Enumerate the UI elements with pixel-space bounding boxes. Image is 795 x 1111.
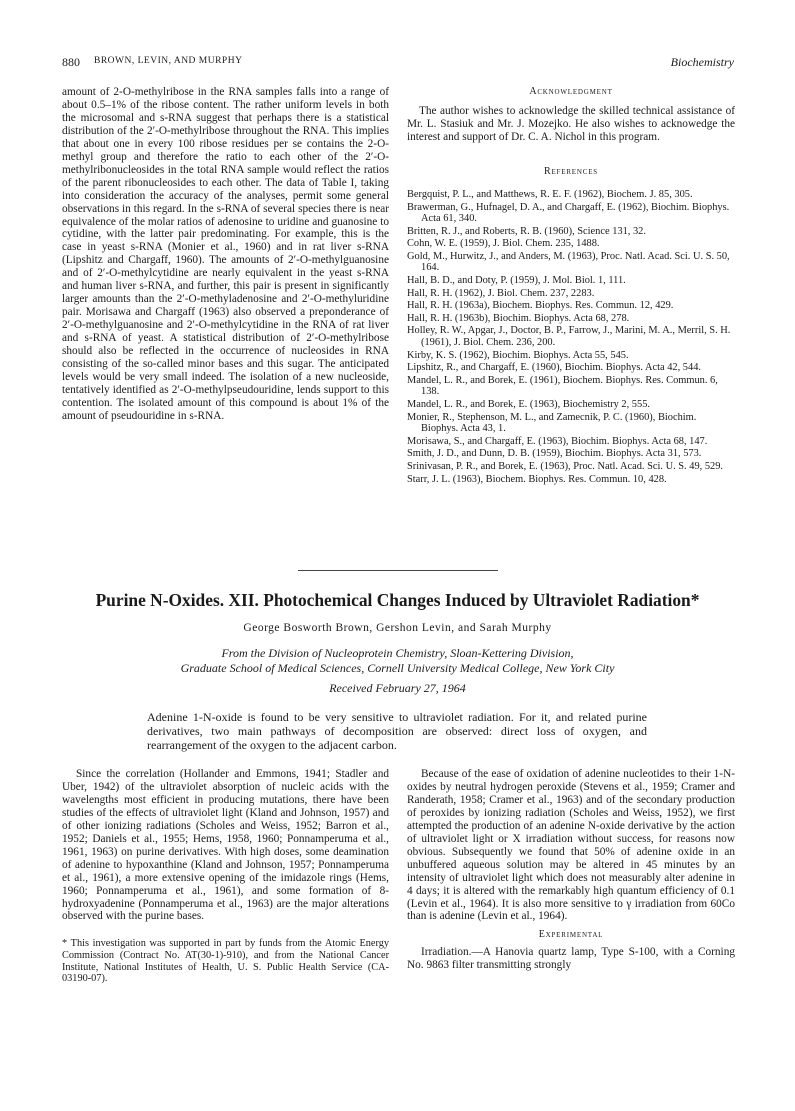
page-header <box>62 55 734 71</box>
reference-item: Bergquist, P. L., and Matthews, R. E. F. (1962), Biochem. J. 85, 305. <box>407 188 693 200</box>
bottom-left-column <box>62 768 389 985</box>
body-paragraph: Since the correlation (Hollander and Emmons, 1941; Stadler and Uber, 1942) of the ultraviolet absorption of nucleic acids with the wavelengths most efficient in producing mutations, there have been studies of the effects of ultraviolet light (Kland and Johnson, 1957) and of other ionizing radiations (Scholes and Weiss, 1952; Barron et al., 1952; Daniels et al., 1955; Hems, 1958, 1960; Ponnamperuma et al., 1961, 1963) on purine derivatives. With high doses, some deamination of adenine to hypoxanthine (Kland and Johnson, 1957; Ponnamperuma et al., 1961), a more extensive opening of the imidazole rings (Hems, 1960; Ponnamperuma et al., 1961), and some formation of 8-hydroxyadenine (Ponnamperuma et al., 1963) are the major alterations observed with the purine bases. <box>62 768 389 923</box>
reference-list <box>407 189 735 485</box>
top-left-column <box>62 86 389 423</box>
article-title: Purine N-Oxides. XII. Photochemical Changes Induced by Ultraviolet Radiation* <box>95 590 700 610</box>
reference-item: Brawerman, G., Hufnagel, D. A., and Chargaff, E. (1962), Biochim. Biophys. Acta 61, 340. <box>407 201 730 225</box>
reference-item: Mandel, L. R., and Borek, E. (1961), Biochem. Biophys. Res. Commun. 6, 138. <box>407 374 718 398</box>
reference-item: Mandel, L. R., and Borek, E. (1963), Biochemistry 2, 555. <box>407 399 650 410</box>
reference-item: Gold, M., Hurwitz, J., and Anders, M. (1963), Proc. Natl. Acad. Sci. U. S. 50, 164. <box>407 250 730 274</box>
experimental-text: Irradiation.—A Hanovia quartz lamp, Type S-100, with a Corning No. 9863 filter transmitting strongly <box>407 946 735 972</box>
page-number: 880 <box>62 55 80 69</box>
affiliation-line-1: From the Division of Nucleoprotein Chemistry, Sloan-Kettering Division, <box>221 646 574 660</box>
body-paragraph: Because of the ease of oxidation of adenine nucleotides to their 1-N-oxides by neutral hydrogen peroxide (Stevens et al., 1959; Cramer and Randerath, 1958; Cramer et al., 1963) and of the secondary production of peroxides by ionizing radiation (Scholes and Weiss, 1952), we first attempted the production of an adenine N-oxide derivative by the action of ultraviolet light or X irradiation without success, for reasons now obvious. Subsequently we found that 50% of adenine oxide in an unbuffered aqueous solution may be altered in 45 minutes by an intensity of ultraviolet light which does not measurably alter adenine in 4 days; it is altered with the remarkably high quantum efficiency of 0.1 (Levin et al., 1964). It is also more sensitive to γ irradiation from 60Co than is adenine (Levin et al., 1964). <box>407 768 735 923</box>
body-paragraph: amount of 2-O-methylribose in the RNA samples falls into a range of about 0.5–1% of the ribose content. The rather uniform levels in both the microsomal and s-RNA suggest that perhaps there is a statistical distribution of the 2′-O-methylribose throughout the RNA. This implies that about one in every 100 ribose residues per se contains the 2-O-methyl group and therefore the ratio to each other of the 2′-O-methylribonucleosides in the total RNA sample would reflect the ratios of the parent ribonucleosides to each other. The data of Table I, taking into consideration the accuracy of the analyses, permit some general observations in this regard. In the s-RNA of several species there is near equivalence of the molar ratios of adenosine to uridine and guanosine to cytidine, with the latter pair predominating. For example, this is the case in yeast s-RNA (Monier et al., 1960) and in rat liver s-RNA (Lipshitz and Chargaff, 1960). The amounts of 2′-O-methylguanosine and of 2′-O-methylcytidine are nearly equivalent in the yeast s-RNA and human liver s-RNA, and further, this pair is present in significantly larger amounts than the 2′-O-methyladenosine and 2′-O-methyluridine pair. Morisawa and Chargaff (1963) also observed a preponderance of 2′-O-methylguanosine and 2′-O-methylcytidine in the RNA of rat liver and s-RNA of yeast. A statistical distribution of 2′-O-methylribose should also be reflected in the occurrence of nucleosides in RNA consisting of the so-called minor bases and this sugar. The anticipated levels would be very small indeed. The isolation of a new nucleoside, tentatively identified as 2′-O-methylpseudouridine, lends support to this contention. The isolated amount of this compound is about 1% of the amount of pseudouridine in s-RNA. <box>62 86 389 422</box>
reference-item: Hall, B. D., and Doty, P. (1959), J. Mol. Biol. 1, 111. <box>407 275 626 287</box>
experimental-heading: Experimental <box>538 929 604 941</box>
reference-item: Kirby, K. S. (1962), Biochim. Biophys. Acta 55, 545. <box>407 349 629 361</box>
reference-item: Holley, R. W., Apgar, J., Doctor, B. P., Farrow, J., Marini, M. A., Merril, S. H. (1961), J. Biol. Chem. 236, 200. <box>407 325 731 349</box>
reference-item: Hall, R. H. (1963b), Biochim. Biophys. Acta 68, 278. <box>407 312 630 324</box>
references-heading: References <box>544 165 598 177</box>
reference-item: Britten, R. J., and Roberts, R. B. (1960), Science 131, 32. <box>407 225 646 237</box>
reference-item: Srinivasan, P. R., and Borek, E. (1963), Proc. Natl. Acad. Sci. U. S. 49, 529. <box>407 460 724 472</box>
received-date: Received February 27, 1964 <box>329 681 466 695</box>
reference-item: Smith, J. D., and Dunn, D. B. (1959), Biochim. Biophys. Acta 31, 573. <box>407 448 702 460</box>
section-divider <box>298 570 498 571</box>
top-right-column <box>407 86 735 486</box>
acknowledgment-text: The author wishes to acknowledge the skilled technical assistance of Mr. L. Stasiuk and Mr. J. Mozejko. He also wishes to acknowedge the interest and support of Dr. C. A. Nichol in this program. <box>407 104 735 143</box>
reference-item: Hall, R. H. (1962), J. Biol. Chem. 237, 2283. <box>407 287 595 299</box>
affiliation-line-2: Graduate School of Medical Sciences, Cornell University Medical College, New York City <box>180 661 615 675</box>
article-authors: George Bosworth Brown, Gershon Levin, and Sarah Murphy <box>243 622 552 634</box>
abstract: Adenine 1-N-oxide is found to be very sensitive to ultraviolet radiation. For it, and related purine derivatives, two main pathways of decomposition are observed: direct loss of oxygen, and rearrangement of the oxygen to the adjacent carbon. <box>147 710 647 752</box>
bottom-right-column <box>407 768 735 972</box>
footnote: * This investigation was supported in part by funds from the Atomic Energy Commission (Contract No. AT(30-1)-910), and from the National Cancer Institute, National Institutes of Health, U. S. Public Health Service (CA-03190-07). <box>62 938 389 985</box>
reference-item: Monier, R., Stephenson, M. L., and Zamecnik, P. C. (1960), Biochim. Biophys. Acta 43, 1. <box>407 411 697 435</box>
reference-item: Hall, R. H. (1963a), Biochem. Biophys. Res. Commun. 12, 429. <box>407 300 674 312</box>
journal-name: Biochemistry <box>670 55 734 69</box>
reference-item: Cohn, W. E. (1959), J. Biol. Chem. 235, 1488. <box>407 238 600 250</box>
reference-item: Morisawa, S., and Chargaff, E. (1963), Biochim. Biophys. Acta 68, 147. <box>407 435 708 447</box>
reference-item: Starr, J. L. (1963), Biochem. Biophys. Res. Commun. 10, 428. <box>407 473 667 485</box>
running-head-authors: BROWN, LEVIN, AND MURPHY <box>94 56 243 66</box>
acknowledgment-heading: Acknowledgment <box>529 86 613 97</box>
reference-item: Lipshitz, R., and Chargaff, E. (1960), Biochim. Biophys. Acta 42, 544. <box>407 362 701 374</box>
